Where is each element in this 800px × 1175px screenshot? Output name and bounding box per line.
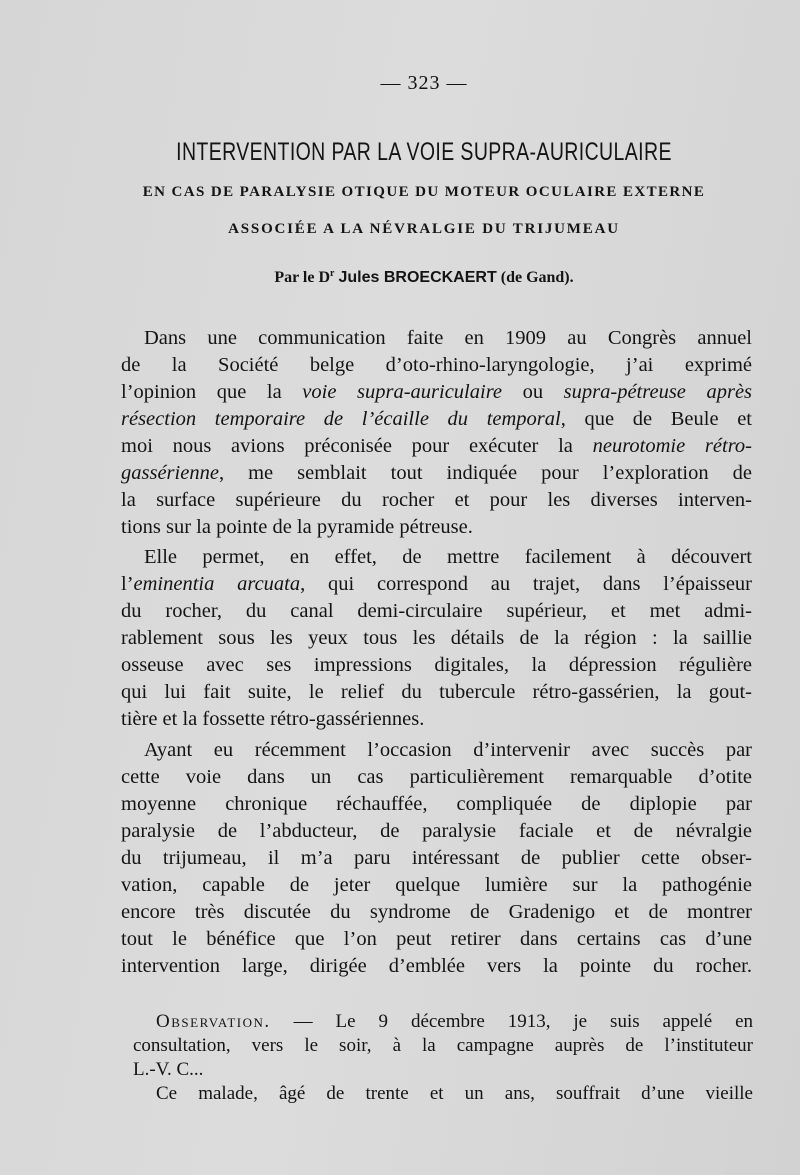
text-line: Elle permet, en effet, de mettre facilement à découvert: [144, 546, 752, 568]
author-name: Jules BROECKAERT: [338, 269, 497, 286]
text-line: Ce malade, âgé de trente et un ans, souffrait d’une vieille: [156, 1083, 753, 1104]
text-line: l’eminentia arcuata, qui correspond au trajet, dans l’épaisseur: [121, 573, 752, 595]
text-line: qui lui fait suite, le relief du tubercule rétro-gassérien, la gout-: [121, 681, 752, 703]
text-line: résection temporaire de l’écaille du temporal, que de Beule et: [121, 408, 752, 430]
text-line: de la Société belge d’oto-rhino-laryngologie, j’ai exprimé: [121, 354, 752, 376]
text-line: cette voie dans un cas particulièrement remarquable d’otite: [121, 766, 752, 788]
text-line: gassérienne, me semblait tout indiquée pour l’exploration de: [121, 462, 752, 484]
text-line: intervention large, dirigée d’emblée vers la pointe du rocher.: [121, 955, 752, 977]
text-line: consultation, vers le soir, à la campagne auprès de l’instituteur: [133, 1035, 753, 1056]
text-line: la surface supérieure du rocher et pour les diverses interven-: [121, 489, 752, 511]
text-line: l’opinion que la voie supra-auriculaire ou supra-pétreuse après: [121, 381, 753, 403]
text-line: du trijumeau, il m’a paru intéressant de publier cette obser-: [121, 847, 752, 869]
byline-title-superscript: r: [330, 268, 335, 279]
italic-term: résection temporaire de l’écaille du temporal: [121, 408, 561, 430]
article-subtitle-line-1: EN CAS DE PARALYSIE OTIQUE DU MOTEUR OCULAIRE EXTERNE: [142, 184, 706, 200]
text-line: moyenne chronique réchauffée, compliquée de diplopie par: [121, 793, 752, 815]
author-byline: [0, 268, 800, 287]
italic-term: voie supra-auriculaire: [302, 381, 503, 403]
italic-term: neurotomie rétro-: [592, 435, 752, 457]
text-line: tout le bénéfice que l’on peut retirer dans certains cas d’une: [121, 928, 752, 950]
text-line: du rocher, du canal demi-circulaire supérieur, et met admi-: [121, 600, 752, 622]
author-city: (de Gand).: [500, 269, 574, 286]
observation-heading: Observation.: [156, 1011, 271, 1032]
page-number: — 323 —: [380, 72, 468, 94]
text-line: osseuse avec ses impressions digitales, la dépression régulière: [121, 654, 752, 676]
text-line: L.-V. C...: [133, 1059, 204, 1080]
italic-term: supra-pétreuse après: [563, 381, 753, 403]
byline-prefix: Par le D: [274, 269, 331, 286]
text-line: Observation. — Le 9 décembre 1913, je suis appelé en: [156, 1011, 753, 1032]
text-line: tions sur la pointe de la pyramide pétreuse.: [121, 516, 473, 538]
article-title: INTERVENTION PAR LA VOIE SUPRA-AURICULAIRE: [176, 138, 672, 166]
text-line: Dans une communication faite en 1909 au Congrès annuel: [144, 327, 752, 349]
text-line: rablement sous les yeux tous les détails de la région : la saillie: [121, 627, 752, 649]
article-subtitle-line-2: ASSOCIÉE A LA NÉVRALGIE DU TRIJUMEAU: [228, 221, 620, 237]
text-line: Ayant eu récemment l’occasion d’intervenir avec succès par: [144, 739, 752, 761]
text-line: moi nous avions préconisée pour exécuter la neurotomie rétro-: [121, 435, 752, 457]
italic-term: eminentia arcuata: [133, 573, 301, 595]
text-line: tière et la fossette rétro-gassériennes.: [121, 708, 425, 730]
italic-term: gassérienne: [121, 462, 219, 484]
text-line: vation, capable de jeter quelque lumière sur la pathogénie: [121, 874, 752, 896]
text-line: encore très discutée du syndrome de Gradenigo et de montrer: [121, 901, 752, 923]
text-line: paralysie de l’abducteur, de paralysie faciale et de névralgie: [121, 820, 752, 842]
